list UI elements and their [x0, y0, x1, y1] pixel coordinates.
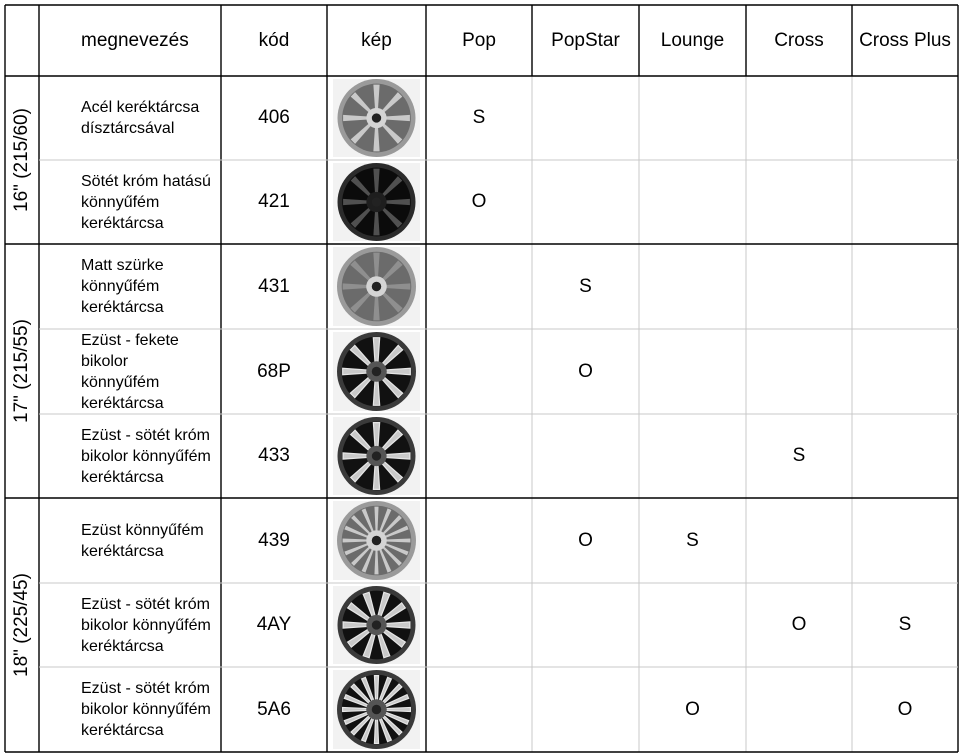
availability-pop — [426, 498, 532, 583]
row-name-line: Matt szürke könnyűfém — [81, 257, 164, 295]
header-name — [39, 5, 221, 76]
row-name — [39, 76, 221, 160]
row-name-line: Ezüst - sötét króm — [81, 680, 210, 697]
rim-size-group — [5, 244, 39, 498]
availability-popstar — [532, 329, 639, 414]
availability-cross — [746, 498, 852, 583]
row-name-line: Acél keréktárcsa — [81, 99, 200, 116]
availability-cross — [746, 667, 852, 752]
availability-cross-plus — [852, 244, 958, 329]
availability-pop — [426, 414, 532, 498]
availability-mark: S — [898, 614, 912, 635]
row-code-value: 431 — [258, 275, 290, 297]
row-name — [39, 160, 221, 244]
row-name-line: Ezüst - sötét króm — [81, 595, 210, 613]
header-trim-cross-plus — [852, 5, 958, 76]
header-trim-label: Lounge — [660, 29, 725, 51]
row-name — [39, 583, 221, 667]
availability-mark: O — [471, 191, 487, 212]
row-name-text — [81, 520, 204, 562]
availability-pop — [426, 329, 532, 414]
row-name-line: könnyűfém keréktárcsa — [81, 193, 164, 232]
availability-cross-plus — [852, 329, 958, 414]
availability-popstar — [532, 414, 639, 498]
row-name-line: Ezüst - sötét króm — [81, 426, 210, 444]
availability-cross — [746, 244, 852, 329]
rim-size-label: 16" (215/60) — [11, 108, 32, 212]
header-code-label: kód — [258, 29, 290, 51]
row-name-text — [81, 171, 221, 234]
row-name — [39, 498, 221, 583]
availability-popstar — [532, 244, 639, 329]
row-name — [39, 667, 221, 752]
row-name-text — [81, 97, 199, 139]
header-trim-label: Cross — [774, 29, 824, 51]
availability-lounge — [639, 244, 746, 329]
row-code — [221, 329, 327, 414]
availability-popstar — [532, 160, 639, 244]
availability-mark: O — [578, 529, 593, 551]
rim-size-label: 17" (215/55) — [11, 319, 32, 423]
row-name-line: Sötét króm hatású — [81, 172, 211, 190]
header-image-label: kép — [361, 29, 392, 51]
availability-cross-plus — [852, 76, 958, 160]
availability-cross-plus — [852, 160, 958, 244]
header-code — [221, 5, 327, 76]
availability-lounge — [639, 160, 746, 244]
availability-mark: S — [472, 107, 486, 128]
row-code-value: 433 — [258, 445, 290, 466]
availability-lounge — [639, 583, 746, 667]
availability-mark: O — [791, 614, 807, 635]
row-name-text — [81, 594, 211, 657]
wheel-image — [337, 247, 416, 326]
header-trim-pop — [426, 5, 532, 76]
availability-popstar — [532, 667, 639, 752]
availability-lounge — [639, 667, 746, 752]
availability-cross-plus — [852, 583, 958, 667]
availability-mark: S — [579, 275, 592, 297]
availability-cross — [746, 329, 852, 414]
row-name-line: dísztárcsával — [81, 120, 175, 137]
row-code — [221, 414, 327, 498]
availability-cross — [746, 76, 852, 160]
availability-cross — [746, 583, 852, 667]
header-image — [327, 5, 426, 76]
row-code — [221, 76, 327, 160]
availability-pop — [426, 583, 532, 667]
wheel-image — [338, 586, 416, 664]
row-code — [221, 667, 327, 752]
row-name-text — [81, 255, 221, 318]
availability-popstar — [532, 76, 639, 160]
row-name-line: keréktárcsa — [81, 542, 164, 560]
row-code — [221, 498, 327, 583]
row-name-line: keréktárcsa — [81, 299, 164, 316]
availability-cross — [746, 160, 852, 244]
row-name-line: könnyűfém keréktárcsa — [81, 373, 164, 412]
header-trim-cross — [746, 5, 852, 76]
availability-pop — [426, 76, 532, 160]
rim-size-label: 18" (225/45) — [11, 573, 32, 677]
wheel-image — [338, 79, 416, 157]
availability-popstar — [532, 583, 639, 667]
header-trim-label: Pop — [462, 29, 496, 51]
availability-lounge — [639, 414, 746, 498]
availability-mark: O — [685, 698, 700, 720]
wheel-image — [338, 417, 416, 495]
availability-pop — [426, 667, 532, 752]
row-name-text — [81, 678, 211, 741]
row-name-line: Ezüst - fekete bikolor — [81, 331, 179, 370]
availability-mark: O — [897, 698, 913, 720]
row-name-line: keréktárcsa — [81, 722, 164, 739]
row-name-line: Ezüst könnyűfém — [81, 521, 204, 539]
availability-cross-plus — [852, 667, 958, 752]
row-code — [221, 244, 327, 329]
header-trim-label: PopStar — [551, 29, 620, 51]
row-code — [221, 160, 327, 244]
availability-pop — [426, 244, 532, 329]
row-name — [39, 414, 221, 498]
row-name — [39, 244, 221, 329]
header-trim-lounge — [639, 5, 746, 76]
row-name-text — [81, 330, 221, 414]
row-code-value: 421 — [258, 191, 290, 212]
availability-lounge — [639, 76, 746, 160]
availability-popstar — [532, 498, 639, 583]
rim-size-group — [5, 498, 39, 752]
row-code-value: 439 — [258, 529, 290, 551]
availability-mark: S — [792, 445, 806, 466]
row-name-text — [81, 425, 211, 488]
wheel-image — [337, 670, 416, 749]
availability-lounge — [639, 329, 746, 414]
header-trim-label: Cross Plus — [859, 29, 951, 51]
row-name-line: keréktárcsa — [81, 468, 164, 486]
row-name — [39, 329, 221, 414]
row-code-value: 406 — [258, 107, 290, 128]
availability-mark: S — [686, 529, 699, 551]
header-name-label: megnevezés — [81, 29, 189, 51]
availability-cross — [746, 414, 852, 498]
availability-mark: O — [578, 360, 593, 382]
header-trim-popstar — [532, 5, 639, 76]
availability-cross-plus — [852, 498, 958, 583]
row-code-value: 4AY — [256, 614, 292, 635]
wheel-image — [338, 163, 416, 241]
row-name-line: bikolor könnyűfém — [81, 616, 211, 634]
row-name-line: bikolor könnyűfém — [81, 447, 211, 465]
row-code-value: 5A6 — [257, 698, 291, 720]
wheel-image — [337, 501, 416, 580]
row-code — [221, 583, 327, 667]
row-name-line: keréktárcsa — [81, 637, 164, 655]
row-name-line: bikolor könnyűfém — [81, 701, 211, 718]
availability-lounge — [639, 498, 746, 583]
availability-pop — [426, 160, 532, 244]
rim-size-group — [5, 76, 39, 244]
row-code-value: 68P — [257, 360, 291, 382]
wheel-image — [337, 332, 416, 411]
availability-cross-plus — [852, 414, 958, 498]
